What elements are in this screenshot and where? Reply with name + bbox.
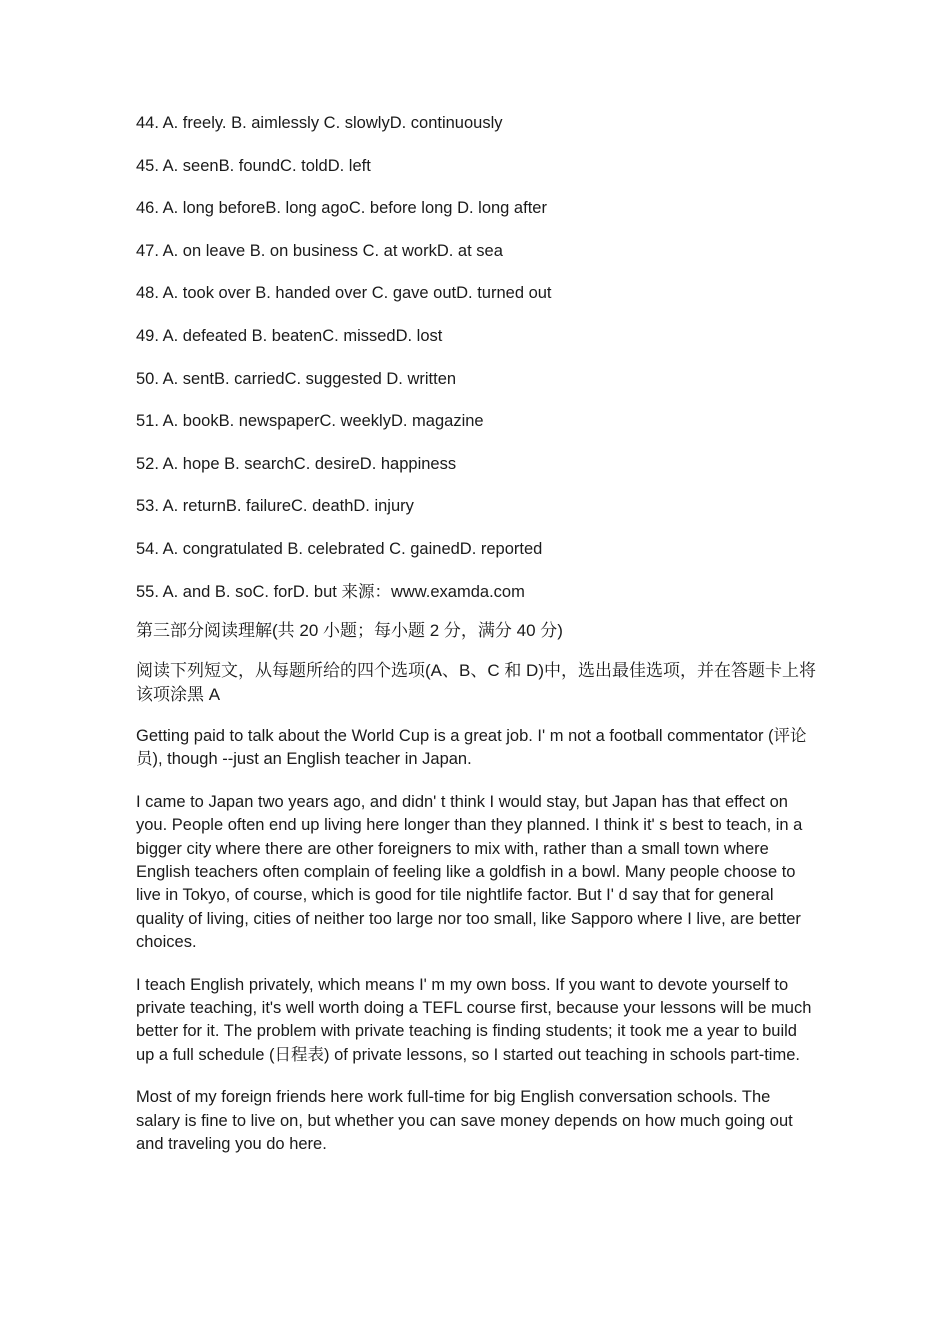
reading-passage	[136, 725, 816, 1157]
option-line-50: 50. A. sentB. carriedC. suggested D. written	[136, 369, 457, 388]
option-line-51: 51. A. bookB. newspaperC. weeklyD. magazine	[136, 412, 484, 431]
option-line-44: 44. A. freely. B. aimlessly C. slowlyD. continuously	[136, 114, 503, 132]
document-page	[136, 113, 816, 1175]
passage-paragraph-1: Getting paid to talk about the World Cup is a great job. I' m not a football commentator (评论员), though --just an English teacher in Japan.	[136, 726, 807, 769]
option-line-49: 49. A. defeated B. beatenC. missedD. lost	[136, 326, 443, 345]
section-instructions: 阅读下列短文，从每题所给的四个选项(A、B、C 和 D)中，选出最佳选项，并在答题卡上将该项涂黑 A	[136, 661, 816, 704]
section-heading: 第三部分阅读理解(共 20 小题；每小题 2 分，满分 40 分)	[136, 621, 563, 641]
option-line-55: 55. A. and B. soC. forD. but 来源：www.examda.com	[136, 582, 525, 601]
answer-options-list	[136, 113, 816, 602]
option-line-52: 52. A. hope B. searchC. desireD. happiness	[136, 454, 457, 473]
passage-paragraph-2: I came to Japan two years ago, and didn' t think I would stay, but Japan has that effect on you. People often end up living here longer than they planned. I think it' s best to teach, in a bigger city where there are other foreigners to mix with, rather than a small town where English teachers often complain of feeling like a goldfish in a bowl. Many people choose to live in Tokyo, of course, which is good for tile nightlife factor. But I' d say that for general quality of living, cities of neither too large nor too small, like Sapporo where I live, are better choices.	[136, 792, 803, 952]
option-line-46: 46. A. long beforeB. long agoC. before long D. long after	[136, 199, 547, 218]
passage-paragraph-3: I teach English privately, which means I' m my own boss. If you want to devote yourself to private teaching, it's well worth doing a TEFL course first, because your lessons will be much better for it. The problem with private teaching is finding students; it took me a year to build up a full schedule (日程表) of private lessons, so I started out teaching in schools part-time.	[136, 975, 812, 1064]
option-line-45: 45. A. seenB. foundC. toldD. left	[136, 156, 371, 175]
option-line-54: 54. A. congratulated B. celebrated C. gainedD. reported	[136, 539, 543, 558]
option-line-48: 48. A. took over B. handed over C. gave outD. turned out	[136, 284, 552, 303]
passage-paragraph-4: Most of my foreign friends here work full-time for big English conversation schools. The salary is fine to live on, but whether you can save money depends on how much going out and traveling you do here.	[136, 1088, 793, 1154]
option-line-53: 53. A. returnB. failureC. deathD. injury	[136, 497, 414, 516]
option-line-47: 47. A. on leave B. on business C. at workD. at sea	[136, 241, 503, 260]
